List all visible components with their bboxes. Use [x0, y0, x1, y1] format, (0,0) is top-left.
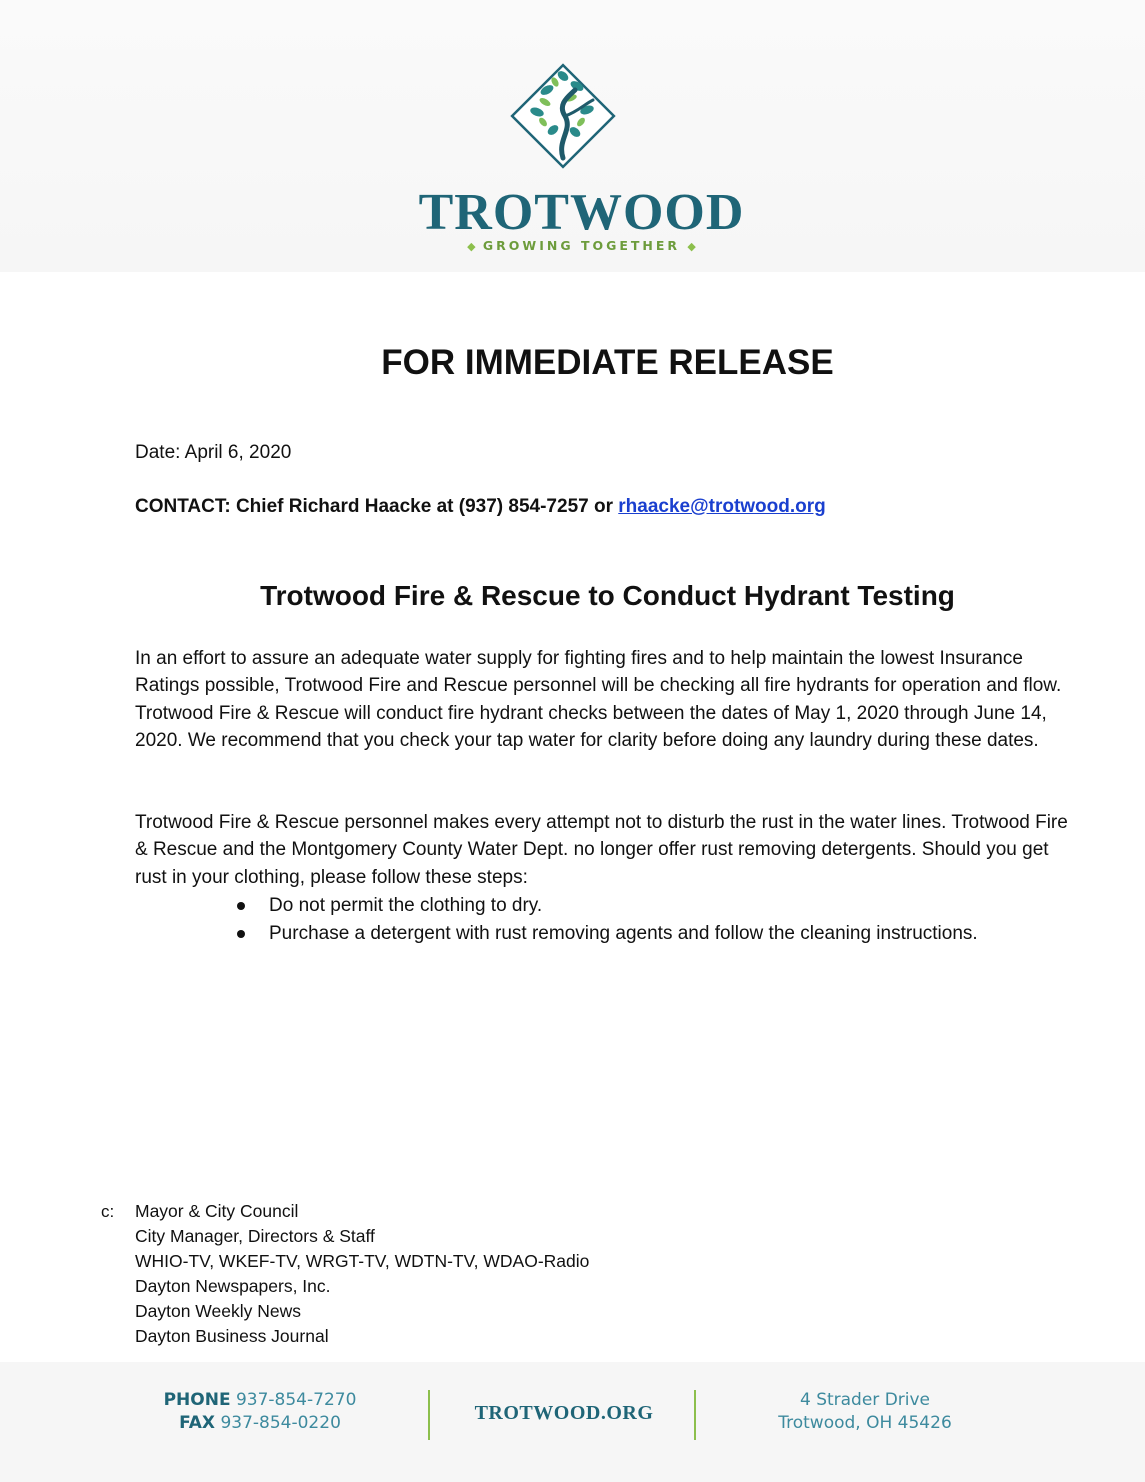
body-paragraph: In an effort to assure an adequate water supply for fighting fires and to help maintain the lowest Insurance Ratings possible, Trotwood Fire and Rescue personnel will be checking all fire hydrants for operation and flow. Trotwood Fire & Rescue will conduct fire hydrant checks between the dates of May 1, 2020 through June 14, 2020. We recommend that you check your tap water for clarity before doing any laundry during these dates.: [135, 648, 1062, 752]
list-item: Mayor & City Council: [135, 1201, 299, 1221]
footer-phone-fax: [150, 1389, 370, 1435]
list-item: Dayton Weekly News: [135, 1301, 301, 1322]
body-paragraph: Trotwood Fire & Rescue personnel makes every attempt not to disturb the rust in the water lines. Trotwood Fire & Rescue and the Montgomery County Water Dept. no longer offer rust removing detergents. Should you get rust in your clothing, please follow these steps:: [135, 812, 1068, 888]
list-item: City Manager, Directors & Staff: [135, 1226, 375, 1247]
list-item: Dayton Business Journal: [135, 1326, 329, 1347]
bullet-icon: [237, 902, 245, 910]
address-line-2: Trotwood, OH 45426: [778, 1413, 952, 1433]
cc-label: c:: [101, 1202, 115, 1221]
release-heading: FOR IMMEDIATE RELEASE: [381, 343, 834, 382]
list-item: WHIO-TV, WKEF-TV, WRGT-TV, WDTN-TV, WDAO-Radio: [135, 1251, 590, 1272]
release-date: Date: April 6, 2020: [135, 442, 292, 463]
press-headline: Trotwood Fire & Rescue to Conduct Hydrant Testing: [260, 580, 955, 611]
list-item: [235, 892, 978, 920]
list-item: Dayton Newspapers, Inc.: [135, 1276, 331, 1297]
list-item: [235, 920, 978, 948]
footer-divider: [428, 1390, 430, 1440]
steps-list: [235, 892, 978, 948]
tagline-text: GROWING TOGETHER: [482, 238, 681, 253]
phone-label: PHONE: [163, 1390, 231, 1410]
contact-line: [135, 494, 826, 520]
phone-number: 937-854-7270: [235, 1390, 357, 1410]
cc-recipient-list: [135, 1199, 589, 1350]
footer-divider: [694, 1390, 696, 1440]
fax-label: FAX: [179, 1413, 216, 1433]
bullet-icon: [237, 930, 245, 938]
tree-diamond-logo-icon: [507, 60, 619, 172]
footer-address: [745, 1389, 985, 1435]
contact-email-link[interactable]: rhaacke@trotwood.org: [618, 496, 826, 517]
address-line-1: 4 Strader Drive: [799, 1390, 931, 1410]
footer-website: TROTWOOD.ORG: [474, 1402, 654, 1424]
step-text: Purchase a detergent with rust removing agents and follow the cleaning instructions.: [269, 923, 978, 944]
contact-text: CONTACT: Chief Richard Haacke at (937) 854-7257 or: [135, 496, 619, 517]
logo-tagline: ◆ GROWING TOGETHER ◆: [467, 238, 696, 253]
logo-wordmark: TROTWOOD: [418, 184, 745, 241]
fax-number: 937-854-0220: [220, 1413, 341, 1433]
step-text: Do not permit the clothing to dry.: [269, 895, 543, 916]
